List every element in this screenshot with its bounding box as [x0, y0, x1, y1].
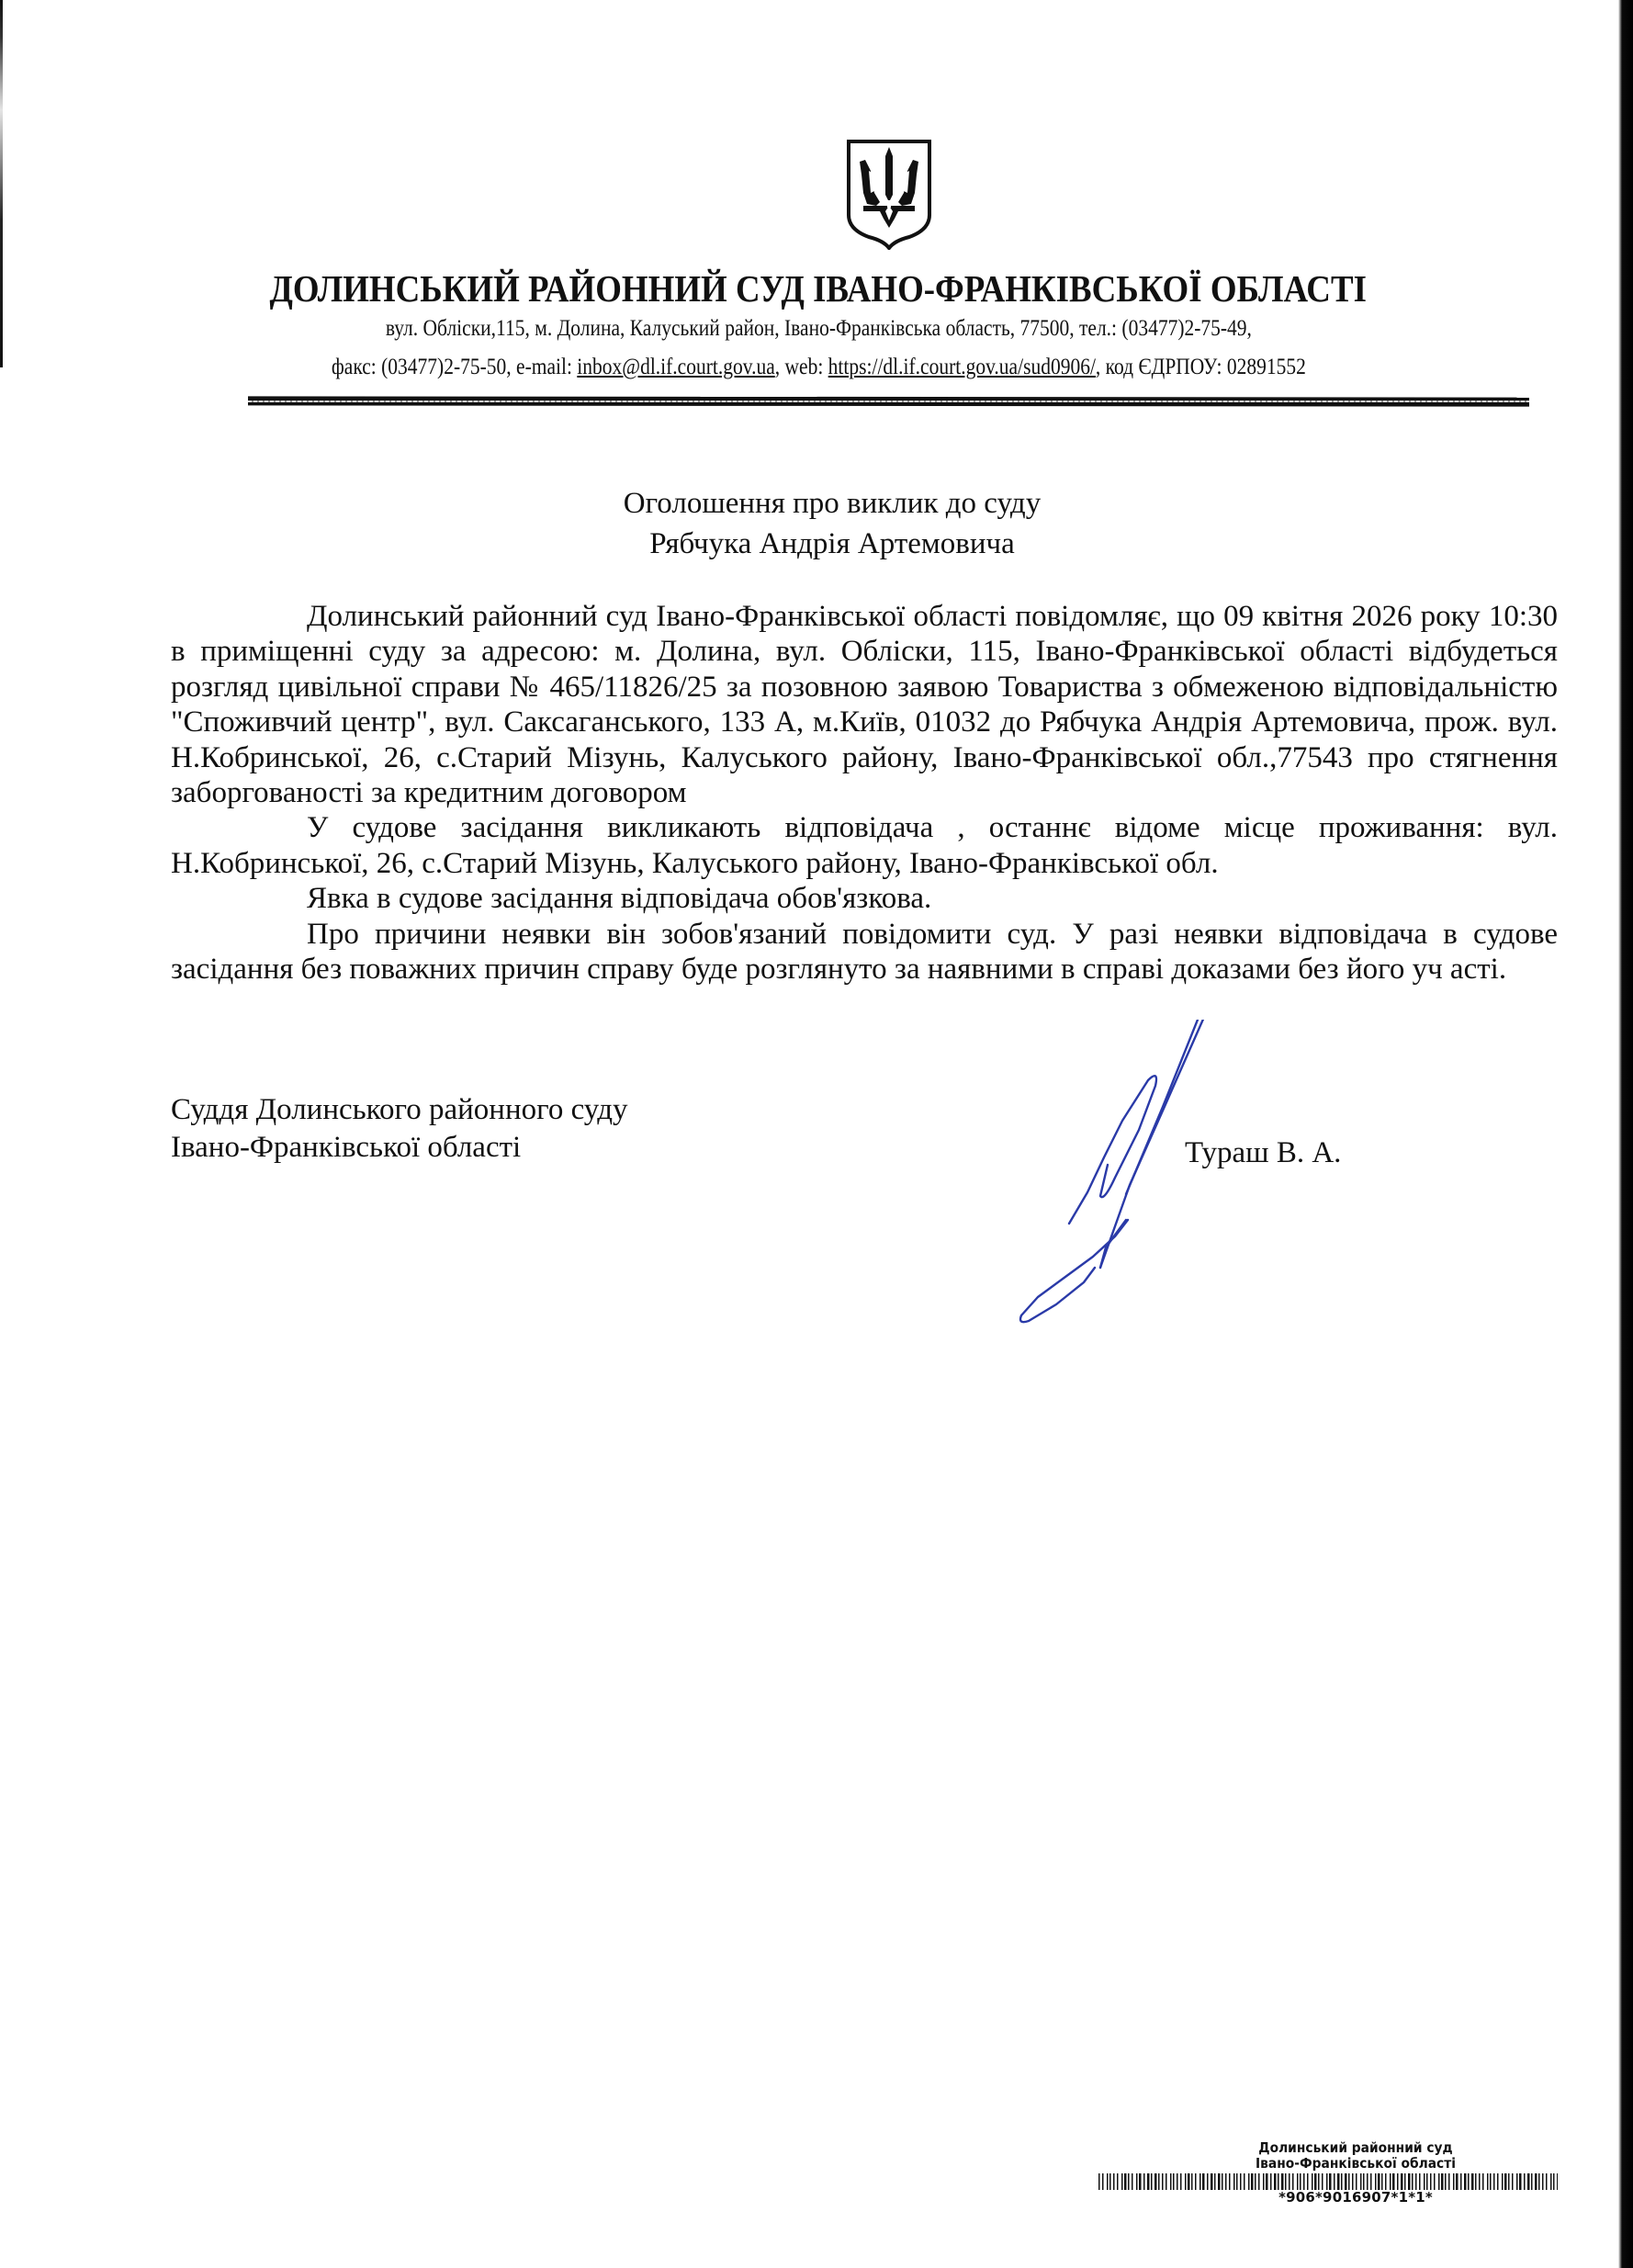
barcode-bar: [1482, 2173, 1484, 2190]
barcode-bar: [1191, 2173, 1193, 2190]
web-label: , web:: [774, 355, 828, 379]
barcode-bar: [1102, 2173, 1104, 2190]
barcode-bar: [1251, 2173, 1254, 2190]
barcode-bar: [1285, 2173, 1287, 2190]
barcode-bar: [1390, 2173, 1391, 2190]
barcode-bar: [1348, 2173, 1350, 2190]
barcode-bar: [1375, 2173, 1377, 2190]
barcode-bar: [1445, 2173, 1447, 2190]
barcode-bar: [1535, 2173, 1537, 2190]
barcode-bar: [1166, 2173, 1167, 2190]
barcode-bar: [1128, 2173, 1130, 2190]
barcode-bar: [1185, 2173, 1187, 2190]
barcode-bar: [1278, 2173, 1279, 2190]
body-paragraph-summons: У судове засідання викликають відповідача , останнє відоме місце проживання: вул. Н.Кобринської, 26, с.Старий Мізунь, Калуського району, Івано-Франківської обл.: [171, 811, 1558, 880]
website-link[interactable]: https://dl.if.court.gov.ua/sud0906/: [828, 355, 1096, 379]
barcode-bar: [1188, 2173, 1190, 2190]
barcode-bar: [1426, 2173, 1428, 2190]
barcode-bar: [1318, 2173, 1320, 2190]
barcode-bar: [1244, 2173, 1245, 2190]
barcode-bar: [1312, 2173, 1313, 2190]
barcode-bar: [1195, 2173, 1197, 2190]
barcode-bar: [1542, 2173, 1544, 2190]
scan-border-right: [1609, 0, 1633, 2268]
barcode-bar: [1322, 2173, 1323, 2190]
barcode-bar: [1147, 2173, 1150, 2190]
barcode-bar: [1468, 2173, 1470, 2190]
barcode-bar: [1519, 2173, 1522, 2190]
barcode-bar: [1471, 2173, 1474, 2190]
barcode-bar: [1479, 2173, 1481, 2190]
barcode-bar: [1378, 2173, 1380, 2190]
barcode-bar: [1412, 2173, 1413, 2190]
barcode-bar: [1367, 2173, 1368, 2190]
barcode-bar: [1334, 2173, 1335, 2190]
barcode-bar: [1345, 2173, 1347, 2190]
barcode-bar: [1401, 2173, 1403, 2190]
barcode-bar: [1493, 2173, 1495, 2190]
scan-border-left: [0, 0, 3, 367]
barcode-bar: [1240, 2173, 1242, 2190]
summoned-person-name: Рябчука Андрія Артемовича: [649, 527, 1015, 560]
barcode-bar: [1524, 2173, 1526, 2190]
barcode-bar: [1180, 2173, 1182, 2190]
barcode-bar: [1121, 2173, 1123, 2190]
barcode-bar: [1170, 2173, 1172, 2190]
barcode-bar: [1531, 2173, 1533, 2190]
barcode-bar: [1329, 2173, 1332, 2190]
barcode-text: *906*9016907*1*1*: [1278, 2189, 1433, 2206]
barcode-bar: [1225, 2173, 1227, 2190]
barcode-bar: [1370, 2173, 1372, 2190]
barcode-bar: [1107, 2173, 1109, 2190]
announcement-body: [171, 599, 1558, 987]
court-contacts: [117, 355, 1521, 380]
barcode-bar: [1158, 2173, 1160, 2190]
barcode-bar: [1214, 2173, 1216, 2190]
handwritten-signature: [992, 1020, 1212, 1350]
body-paragraph-attendance: Явка в судове засідання відповідача обов'язкова.: [307, 882, 932, 916]
barcode-bar: [1550, 2173, 1552, 2190]
barcode-bar: [1292, 2173, 1294, 2190]
barcode-bar: [1508, 2173, 1510, 2190]
barcode-bar: [1202, 2173, 1205, 2190]
barcode-bar: [1408, 2173, 1411, 2190]
barcode-bar: [1453, 2173, 1455, 2190]
barcode-bar: [1392, 2173, 1395, 2190]
barcode-bar: [1553, 2173, 1555, 2190]
barcode-bar: [1456, 2173, 1458, 2190]
stamp-court-line2: Івано-Франківської області: [1256, 2155, 1456, 2172]
barcode-bar: [1113, 2173, 1115, 2190]
barcode-bar: [1430, 2173, 1432, 2190]
barcode-bar: [1255, 2173, 1256, 2190]
body-paragraph-absence: Про причини неявки він зобов'язаний повідомити суд. У разі неявки відповідача в судове засідання без поважних причин справу буде розглянуто за наявними в справі доказами без його уч асті.: [171, 917, 1558, 987]
barcode-bar: [1258, 2173, 1260, 2190]
barcode-bar: [1222, 2173, 1223, 2190]
barcode-bar: [1546, 2173, 1548, 2190]
barcode-bar: [1415, 2173, 1417, 2190]
barcode-bar: [1337, 2173, 1340, 2190]
barcode-bar: [1211, 2173, 1213, 2190]
barcode-bar: [1117, 2173, 1119, 2190]
barcode-bar: [1233, 2173, 1235, 2190]
barcode-bar: [1263, 2173, 1265, 2190]
edrpou-code: 02891552: [1226, 355, 1306, 379]
barcode-bar: [1136, 2173, 1138, 2190]
fax-label: факс: (03477)2-75-50, e-mail:: [331, 355, 578, 379]
barcode-bar: [1497, 2173, 1499, 2190]
barcode-bar: [1363, 2173, 1365, 2190]
barcode-bar: [1199, 2173, 1201, 2190]
barcode-bar: [1516, 2173, 1518, 2190]
stamp-court-line1: Долинський районний суд: [1258, 2139, 1453, 2156]
barcode-bar: [1303, 2173, 1305, 2190]
email-link[interactable]: inbox@dl.if.court.gov.ua: [577, 355, 775, 379]
barcode-bar: [1248, 2173, 1250, 2190]
judge-name: Тураш В. А.: [1185, 1136, 1342, 1169]
barcode-bar: [1124, 2173, 1127, 2190]
barcode-bar: [1218, 2173, 1221, 2190]
edrpou-label: , код ЄДРПОУ:: [1095, 355, 1227, 379]
barcode-bar: [1162, 2173, 1164, 2190]
barcode-bar: [1424, 2173, 1425, 2190]
barcode-bar: [1404, 2173, 1406, 2190]
barcode-bar: [1307, 2173, 1309, 2190]
barcode-bar: [1236, 2173, 1238, 2190]
barcode-bar: [1297, 2173, 1299, 2190]
barcode-bar: [1490, 2173, 1492, 2190]
barcode-bar: [1207, 2173, 1209, 2190]
barcode-bar: [1557, 2173, 1558, 2190]
barcode-bar: [1326, 2173, 1328, 2190]
judge-position-line1: Суддя Долинського районного суду: [171, 1093, 628, 1126]
barcode-bar: [1385, 2173, 1387, 2190]
barcode-bar: [1460, 2173, 1462, 2190]
letterhead-divider: [248, 397, 1529, 408]
barcode-bar: [1475, 2173, 1477, 2190]
court-address: вул. Обліски,115, м. Долина, Калуський район, Івано-Франківська область, 77500, тел.: (03477)2-75-49,: [385, 316, 1252, 341]
barcode-bar: [1360, 2173, 1362, 2190]
barcode-bar: [1154, 2173, 1157, 2190]
barcode-bar: [1397, 2173, 1399, 2190]
barcode-bar: [1289, 2173, 1290, 2190]
barcode-bar: [1381, 2173, 1383, 2190]
announcement-title: Оголошення про виклик до суду: [623, 487, 1042, 520]
barcode-bar: [1419, 2173, 1421, 2190]
barcode-bar: [1177, 2173, 1178, 2190]
judge-position: [171, 1091, 628, 1167]
document-barcode: [1098, 2173, 1558, 2190]
barcode-bar: [1109, 2173, 1111, 2190]
barcode-bar: [1527, 2173, 1530, 2190]
barcode-bar: [1270, 2173, 1272, 2190]
body-paragraph-hearing: Долинський районний суд Івано-Франківської області повідомляє, що 09 квітня 2026 року 10:30 в приміщенні суду за адресою: м. Долина, вул. Обліски, 115, Івано-Франківської області відбудеться розгляд цивільної справи № 465/11826/25 за позовною заявою Товариства з обмеженою відповідальністю "Споживчий центр", вул. Саксаганського, 133 А, м.Київ, 01032 до Рябчука Андрія Артемовича, прож. вул. Н.Кобринської, 26, с.Старий Мізунь, Калуського району, Івано-Франківської обл.,77543 про стягнення заборгованості за кредитним договором: [171, 600, 1558, 810]
barcode-bar: [1352, 2173, 1354, 2190]
barcode-bar: [1356, 2173, 1357, 2190]
barcode-bar: [1512, 2173, 1514, 2190]
barcode-bar: [1274, 2173, 1277, 2190]
barcode-bar: [1132, 2173, 1133, 2190]
barcode-bar: [1441, 2173, 1444, 2190]
barcode-bar: [1341, 2173, 1343, 2190]
barcode-bar: [1538, 2173, 1540, 2190]
coat-of-arms-icon: [843, 138, 935, 250]
barcode-bar: [1504, 2173, 1507, 2190]
judge-position-line2: Івано-Франківської області: [171, 1131, 522, 1164]
barcode-bar: [1464, 2173, 1467, 2190]
barcode-bar: [1438, 2173, 1440, 2190]
court-name-heading: ДОЛИНСЬКИЙ РАЙОННИЙ СУД ІВАНО-ФРАНКІВСЬКОЇ ОБЛАСТІ: [269, 267, 1367, 310]
barcode-bar: [1139, 2173, 1142, 2190]
barcode-bar: [1314, 2173, 1317, 2190]
registry-stamp: [1098, 2140, 1558, 2206]
barcode-bar: [1098, 2173, 1100, 2190]
barcode-bar: [1281, 2173, 1284, 2190]
barcode-bar: [1229, 2173, 1231, 2190]
barcode-bar: [1502, 2173, 1503, 2190]
barcode-bar: [1173, 2173, 1175, 2190]
barcode-bar: [1143, 2173, 1145, 2190]
barcode-bar: [1300, 2173, 1301, 2190]
barcode-bar: [1487, 2173, 1489, 2190]
barcode-bar: [1448, 2173, 1450, 2190]
barcode-bar: [1266, 2173, 1268, 2190]
barcode-bar: [1434, 2173, 1436, 2190]
barcode-bar: [1151, 2173, 1153, 2190]
